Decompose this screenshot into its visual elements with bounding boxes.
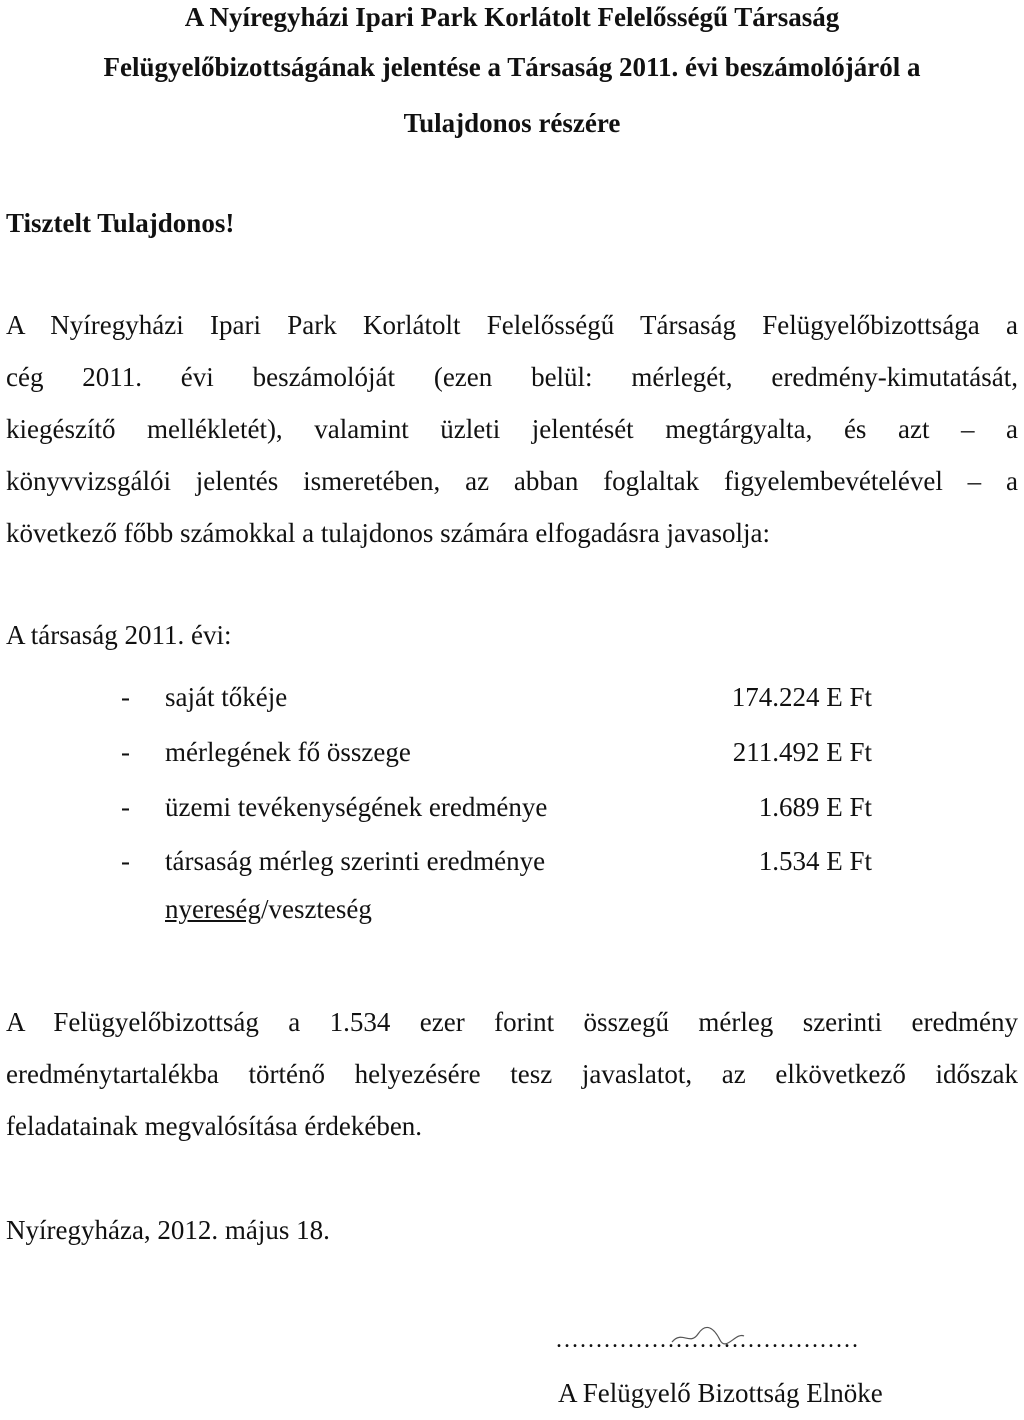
salutation: Tisztelt Tulajdonos!	[6, 208, 235, 238]
paragraph-line: A Felügyelőbizottság a 1.534 ezer forint összegű mérleg szerinti eredmény	[6, 1007, 1018, 1037]
figure-row	[0, 682, 1024, 722]
profit-label: nyereség	[165, 894, 261, 924]
document-title-line-1: A Nyíregyházi Ipari Park Korlátolt Felelősségű Társaság	[184, 2, 840, 32]
list-dash: -	[121, 792, 130, 822]
paragraph-line: eredménytartalékba történő helyezésére tesz javaslatot, az elkövetkező időszak	[6, 1059, 1018, 1089]
paragraph-recommendation	[6, 299, 1018, 559]
paragraph-line: A Nyíregyházi Ipari Park Korlátolt Felelősségű Társaság Felügyelőbizottsága a	[6, 310, 1018, 340]
figure-row	[0, 846, 1024, 886]
figures-intro: A társaság 2011. évi:	[6, 620, 232, 650]
figure-label: üzemi tevékenységének eredménye	[165, 792, 548, 822]
list-dash: -	[121, 682, 130, 712]
place-and-date: Nyíregyháza, 2012. május 18.	[6, 1215, 330, 1245]
document-title-line-2: Felügyelőbizottságának jelentése a Társaság 2011. évi beszámolójáról a	[103, 52, 921, 82]
document-title-line-3: Tulajdonos részére	[403, 108, 621, 138]
paragraph-line: könyvvizsgálói jelentés ismeretében, az abban foglaltak figyelembevételével – a	[6, 466, 1018, 496]
paragraph-proposal	[6, 996, 1018, 1152]
paragraph-line: kiegészítő mellékletét), valamint üzleti jelentését megtárgyalta, és azt – a	[6, 414, 1018, 444]
signature-line: ......................................	[556, 1327, 860, 1353]
loss-label: /veszteség	[260, 894, 372, 924]
profit-loss-note	[165, 894, 372, 925]
figure-value: 211.492 E Ft	[732, 737, 872, 767]
figure-label: saját tőkéje	[165, 682, 288, 712]
paragraph-line: feladatainak megvalósítása érdekében.	[6, 1111, 423, 1141]
signature-scribble	[668, 1320, 748, 1350]
signatory-title: A Felügyelő Bizottság Elnöke	[558, 1378, 883, 1408]
paragraph-line: cég 2011. évi beszámolóját (ezen belül: mérlegét, eredmény-kimutatását,	[6, 362, 1018, 392]
paragraph-line: következő főbb számokkal a tulajdonos számára elfogadásra javasolja:	[6, 518, 770, 548]
list-dash: -	[121, 737, 130, 767]
figure-value: 1.689 E Ft	[758, 792, 872, 822]
figure-label: társaság mérleg szerinti eredménye	[165, 846, 546, 876]
figure-value: 174.224 E Ft	[731, 682, 872, 712]
figure-label: mérlegének fő összege	[165, 737, 411, 767]
figure-row	[0, 792, 1024, 832]
figure-row	[0, 737, 1024, 777]
figure-value: 1.534 E Ft	[758, 846, 872, 876]
list-dash: -	[121, 846, 130, 876]
